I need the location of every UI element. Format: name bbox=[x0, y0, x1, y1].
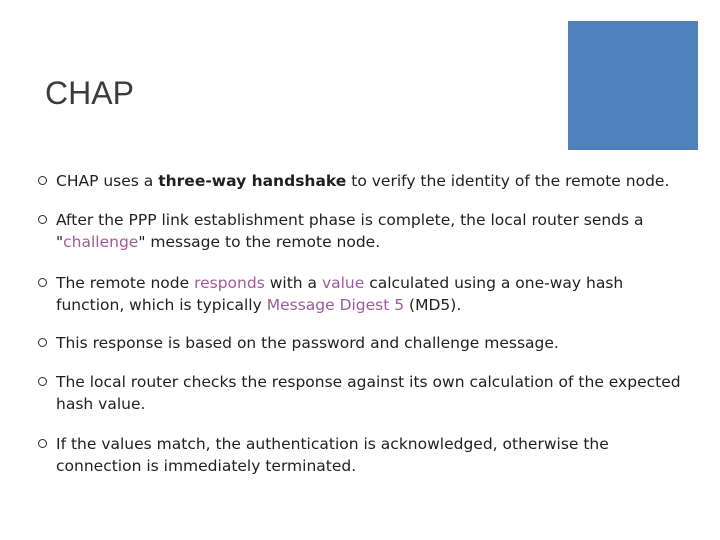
bullet-text: " message to the remote node. bbox=[138, 233, 381, 251]
bullet-text: CHAP uses a bbox=[56, 172, 159, 190]
bullet-highlight: Message Digest 5 bbox=[266, 296, 405, 314]
hollow-circle-icon bbox=[38, 215, 47, 224]
bullet-item bbox=[38, 332, 696, 354]
bullet-text: This response is based on the password and challenge message. bbox=[56, 334, 559, 352]
hollow-circle-icon bbox=[38, 377, 47, 386]
bullet-item bbox=[38, 272, 696, 316]
hollow-circle-icon bbox=[38, 338, 47, 347]
bullet-text: After the PPP link establishment phase is complete, the local router sends a " bbox=[56, 211, 644, 251]
bullet-text: (MD5). bbox=[404, 296, 462, 314]
bullet-highlight: value bbox=[321, 274, 365, 292]
bullet-text: If the values match, the authentication is acknowledged, otherwise the connection is immediately terminated. bbox=[56, 435, 609, 475]
bullet-item bbox=[38, 170, 696, 192]
bullet-item bbox=[38, 209, 696, 253]
bullet-highlight: challenge bbox=[63, 233, 139, 251]
hollow-circle-icon bbox=[38, 176, 47, 185]
bullet-item bbox=[38, 371, 696, 415]
bullet-item bbox=[38, 433, 696, 477]
bullet-text: to verify the identity of the remote node. bbox=[346, 172, 670, 190]
hollow-circle-icon bbox=[38, 278, 47, 287]
bullet-highlight: responds bbox=[194, 274, 265, 292]
hollow-circle-icon bbox=[38, 439, 47, 448]
bullet-text: The remote node bbox=[56, 274, 195, 292]
bullet-text: calculated using a one-way hash function, which is typically bbox=[56, 274, 624, 314]
accent-block bbox=[568, 21, 698, 150]
bullet-emphasis: three-way handshake bbox=[158, 172, 347, 190]
slide-title: CHAP bbox=[45, 75, 134, 111]
bullet-text: with a bbox=[264, 274, 322, 292]
bullet-text: The local router checks the response against its own calculation of the expected hash value. bbox=[56, 373, 681, 413]
